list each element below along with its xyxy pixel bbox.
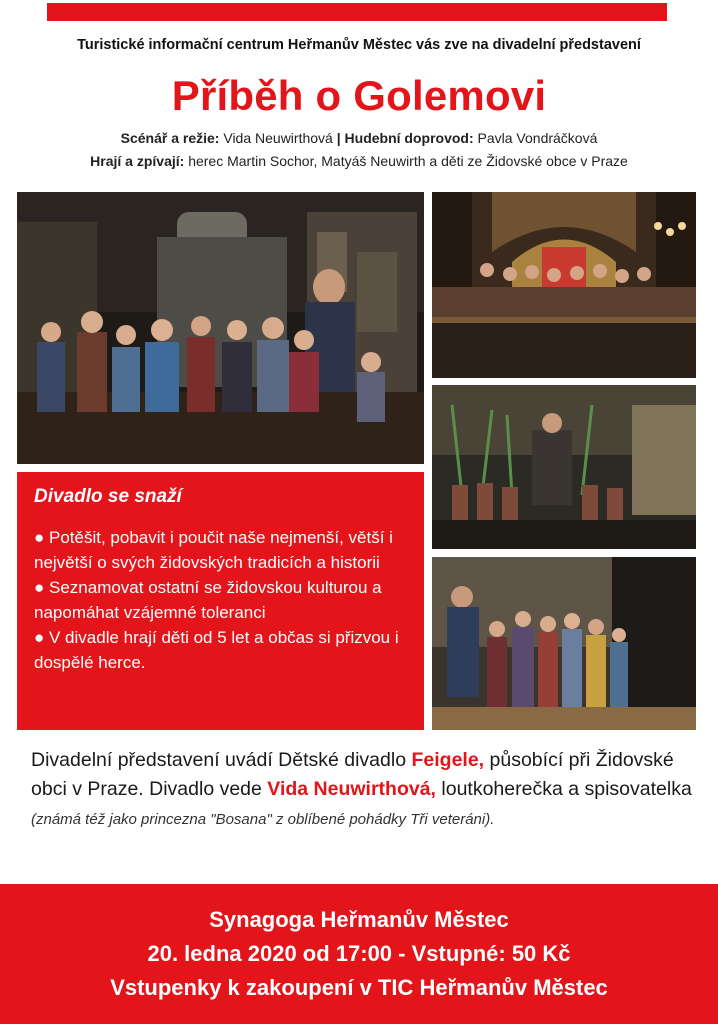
photo-stage-palms	[432, 385, 696, 549]
credit-label-cast: Hrají a zpívají:	[90, 153, 185, 169]
poster-title: Příběh o Golemovi	[171, 72, 547, 119]
info-bullet: ● V divadle hrají děti od 5 let a občas si přizvou i dospělé herce.	[34, 628, 399, 672]
event-footer	[0, 884, 718, 1024]
director-name: Vida Neuwirthová,	[267, 778, 436, 800]
desc-text: loutkoherečka a spisovatelka	[435, 778, 692, 800]
desc-text: působící při Židovské obci v Praze. Divadlo vede	[31, 749, 674, 800]
credit-separator: |	[336, 130, 341, 146]
event-tickets: Vstupenky k zakoupení v TIC Heřmanův Městec	[110, 975, 608, 1000]
invitation-text: Turistické informační centrum Heřmanův Městec vás zve na divadelní představení	[77, 37, 641, 53]
credit-value-cast: herec Martin Sochor, Matyáš Neuwirth a děti ze Židovské obce v Praze	[184, 153, 628, 169]
credit-value-direction: Vida Neuwirthová	[219, 130, 337, 146]
top-accent-bar	[47, 3, 667, 21]
event-venue: Synagoga Heřmanův Městec	[209, 907, 509, 932]
photo-synagogue-balcony	[432, 192, 696, 378]
photo-children-costumes	[432, 557, 696, 730]
credits-direction-music	[0, 130, 718, 146]
theatre-name: Feigele,	[411, 749, 485, 771]
description-paragraph	[31, 746, 701, 834]
credit-label-direction: Scénář a režie:	[120, 130, 220, 146]
info-box-title: Divadlo se snaží	[34, 486, 182, 507]
info-bullet: ● Seznamovat ostatní se židovskou kulturou a napomáhat vzájemné toleranci	[34, 578, 382, 622]
event-date-price: 20. ledna 2020 od 17:00 - Vstupné: 50 Kč	[147, 941, 571, 966]
credit-value-music: Pavla Vondráčková	[473, 130, 598, 146]
info-box	[17, 472, 424, 730]
info-bullet: ● Potěšit, pobavit i poučit naše nejmenší, větší i největší o svých židovských tradicích a historii	[34, 528, 393, 572]
desc-note: (známá též jako princezna "Bosana" z oblíbené pohádky Tři veteráni).	[31, 811, 495, 828]
credits-cast	[0, 153, 718, 169]
desc-text: Divadelní představení uvádí Dětské divadlo	[31, 749, 412, 771]
photo-golem-stage	[17, 192, 424, 464]
credit-label-music: Hudební doprovod:	[340, 130, 474, 146]
